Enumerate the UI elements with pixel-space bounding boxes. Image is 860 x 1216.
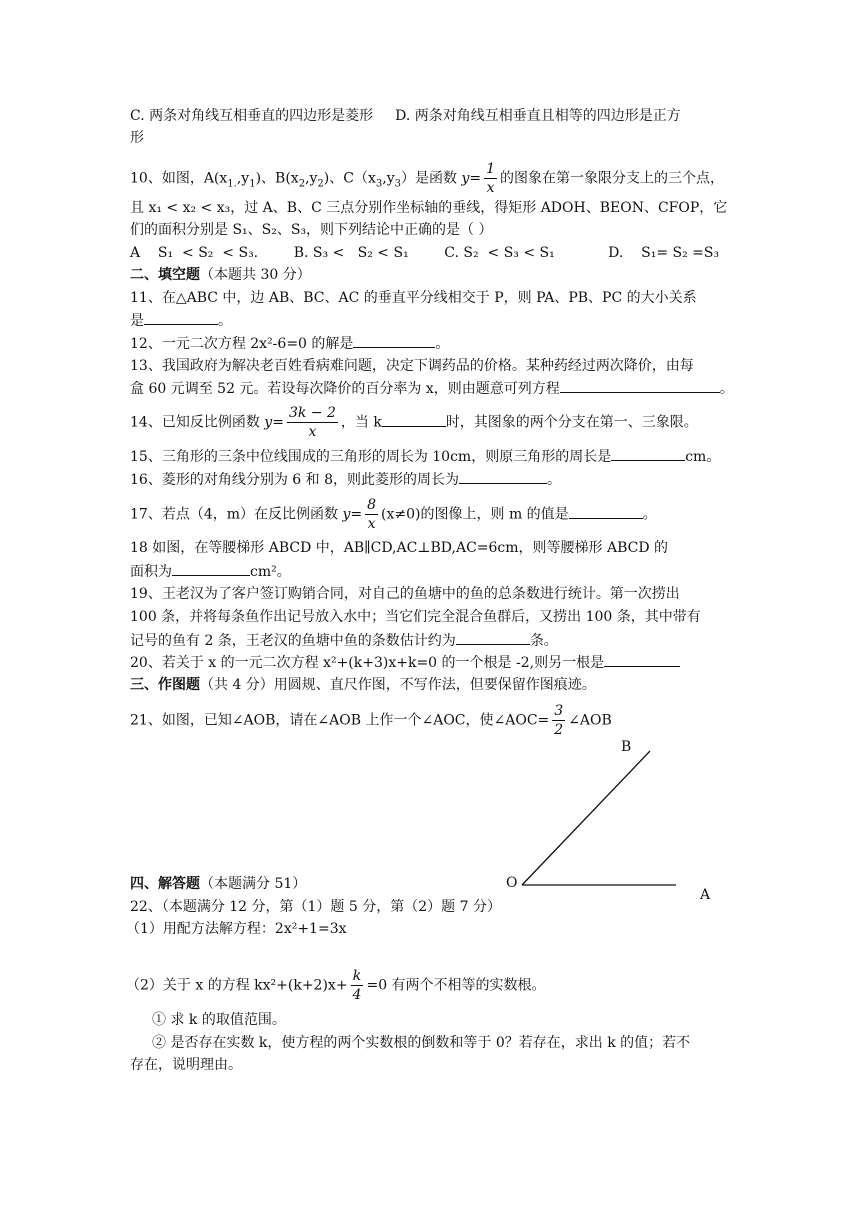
q18-line2: 面积为 cm²。 bbox=[130, 561, 291, 582]
q14-answer-blank[interactable] bbox=[382, 412, 446, 427]
section-2-heading: 二、填空题（本题共 30 分） bbox=[130, 267, 311, 283]
q9-line bbox=[130, 106, 681, 126]
q16-line: 16、菱形的对角线分别为 6 和 8，则此菱形的周长为 。 bbox=[130, 469, 561, 490]
q9-option-d: D. 两条对角线互相垂直且相等的四边形是正方 bbox=[395, 108, 681, 124]
q10-options: A S₁ < S₂ < S₃. B. S₃ < S₂ < S₁ C. S₂ < S₃ < S₁ D. S₁= S₂ =S₃ bbox=[130, 245, 720, 261]
q13-answer-blank[interactable] bbox=[560, 378, 720, 393]
q14-fraction: $\frac{3k - 2}{x}$ bbox=[288, 405, 336, 440]
q11-answer-blank[interactable] bbox=[144, 310, 218, 325]
q20-line: 20、若关于 x 的一元二次方程 x²+(k+3)x+k=0 的一个根是 -2,则另一根是 bbox=[130, 652, 680, 673]
section-3-heading: 三、作图题（共 4 分）用圆规、直尺作图，不写作法，但要保留作图痕迹。 bbox=[130, 677, 596, 693]
q22-part2: （2）关于 x 的方程 kx²+(k+2)x+ $\frac{k}{4}$ =0 有两个不相等的实数根。 bbox=[126, 968, 546, 1003]
q17-fraction: $\frac{8}{x}$ bbox=[367, 497, 377, 532]
q9-option-c: C. 两条对角线互相垂直的四边形是菱形 bbox=[130, 108, 374, 124]
q15-line: 15、三角形的三条中位线围成的三角形的周长为 10cm，则原三角形的周长是 cm。 bbox=[130, 446, 720, 467]
q13-line2: 盒 60 元调至 52 元。若设每次降价的百分率为 x，则由题意可列方程 。 bbox=[130, 378, 734, 399]
q22-fraction: $\frac{k}{4}$ bbox=[352, 968, 362, 1003]
q19-line1: 19、王老汉为了客户签订购销合同，对自己的鱼塘中的鱼的总条数进行统计。第一次捞出 bbox=[130, 586, 680, 602]
q19-answer-blank[interactable] bbox=[456, 630, 530, 645]
q20-answer-blank[interactable] bbox=[604, 652, 680, 667]
q12-answer-blank[interactable] bbox=[353, 333, 435, 348]
label-a: A bbox=[700, 887, 711, 903]
q15-answer-blank[interactable] bbox=[611, 446, 685, 461]
q11-line1: 11、在△ABC 中，边 AB、BC、AC 的垂直平分线相交于 P，则 PA、PB、PC 的大小关系 bbox=[130, 290, 697, 306]
q21-fraction: $\frac{3}{2}$ bbox=[554, 703, 564, 738]
q10-line2: 且 x₁ < x₂ < x₃，过 A、B、C 三点分别作坐标轴的垂线，得矩形 ADOH、BEON、CFOP，它 bbox=[130, 200, 728, 216]
label-o: O bbox=[506, 875, 518, 891]
q21-line: 21、如图，已知∠AOB，请在∠AOB 上作一个∠AOC，使∠AOC= $\frac{3}{2}$ ∠AOB bbox=[130, 703, 612, 738]
q10-fraction: $\frac{1}{x}$ bbox=[486, 161, 496, 196]
q22-subquestion-2-tail: 存在，说明理由。 bbox=[130, 1057, 242, 1073]
q11-line2: 是 。 bbox=[130, 310, 232, 331]
q10-line3: 们的面积分别是 S₁、S₂、S₃，则下列结论中正确的是（ ） bbox=[130, 222, 493, 238]
q19-line3: 记号的鱼有 2 条，王老汉的鱼塘中鱼的条数估计约为 条。 bbox=[130, 630, 558, 651]
q17-line: 17、若点（4，m）在反比例函数 y= $\frac{8}{x}$ (x≠0)的图像上，则 m 的值是 。 bbox=[130, 497, 657, 532]
ray-ob bbox=[522, 751, 650, 885]
q9-option-d-tail: 形 bbox=[130, 130, 144, 146]
q19-line2: 100 条，并将每条鱼作出记号放入水中；当它们完全混合鱼群后，又捞出 100 条，其中带有 bbox=[130, 609, 701, 625]
section-4-heading: 四、解答题（本题满分 51） bbox=[130, 876, 307, 892]
q22-heading: 22、（本题满分 12 分，第（1）题 5 分，第（2）题 7 分） bbox=[130, 899, 501, 915]
q10-line1: 10、如图，$A(x_{1.},y_1)$、$B(x_2,y_2)$、$C(x_3,y_3)$是函数 y= $\frac{1}{x}$ 的图象在第一象限分支上的三个点， bbox=[130, 161, 725, 196]
q12-line: 12、一元二次方程 2x²-6=0 的解是 。 bbox=[130, 333, 449, 354]
angle-aob-figure bbox=[490, 735, 730, 905]
q13-line1: 13、我国政府为解决老百姓看病难问题，决定下调药品的价格。某种药经过两次降价，由每 bbox=[130, 358, 694, 374]
q18-line1: 18 如图，在等腰梯形 ABCD 中，AB∥CD,AC⊥BD,AC=6cm，则等腰梯形 ABCD 的 bbox=[130, 540, 669, 556]
q17-answer-blank[interactable] bbox=[569, 504, 643, 519]
label-b: B bbox=[621, 739, 632, 755]
q22-part1: （1）用配方法解方程：2x²+1=3x bbox=[126, 921, 347, 937]
q22-subquestion-1: ① 求 k 的取值范围。 bbox=[152, 1012, 286, 1028]
q22-subquestion-2: ② 是否存在实数 k，使方程的两个实数根的倒数和等于 0？若存在，求出 k 的值；若不 bbox=[152, 1035, 691, 1051]
q14-line: 14、已知反比例函数 y= $\frac{3k - 2}{x}$ ，当 k 时，其图象的两个分支在第一、三象限。 bbox=[130, 405, 698, 440]
q18-answer-blank[interactable] bbox=[172, 561, 250, 576]
q16-answer-blank[interactable] bbox=[459, 469, 547, 484]
